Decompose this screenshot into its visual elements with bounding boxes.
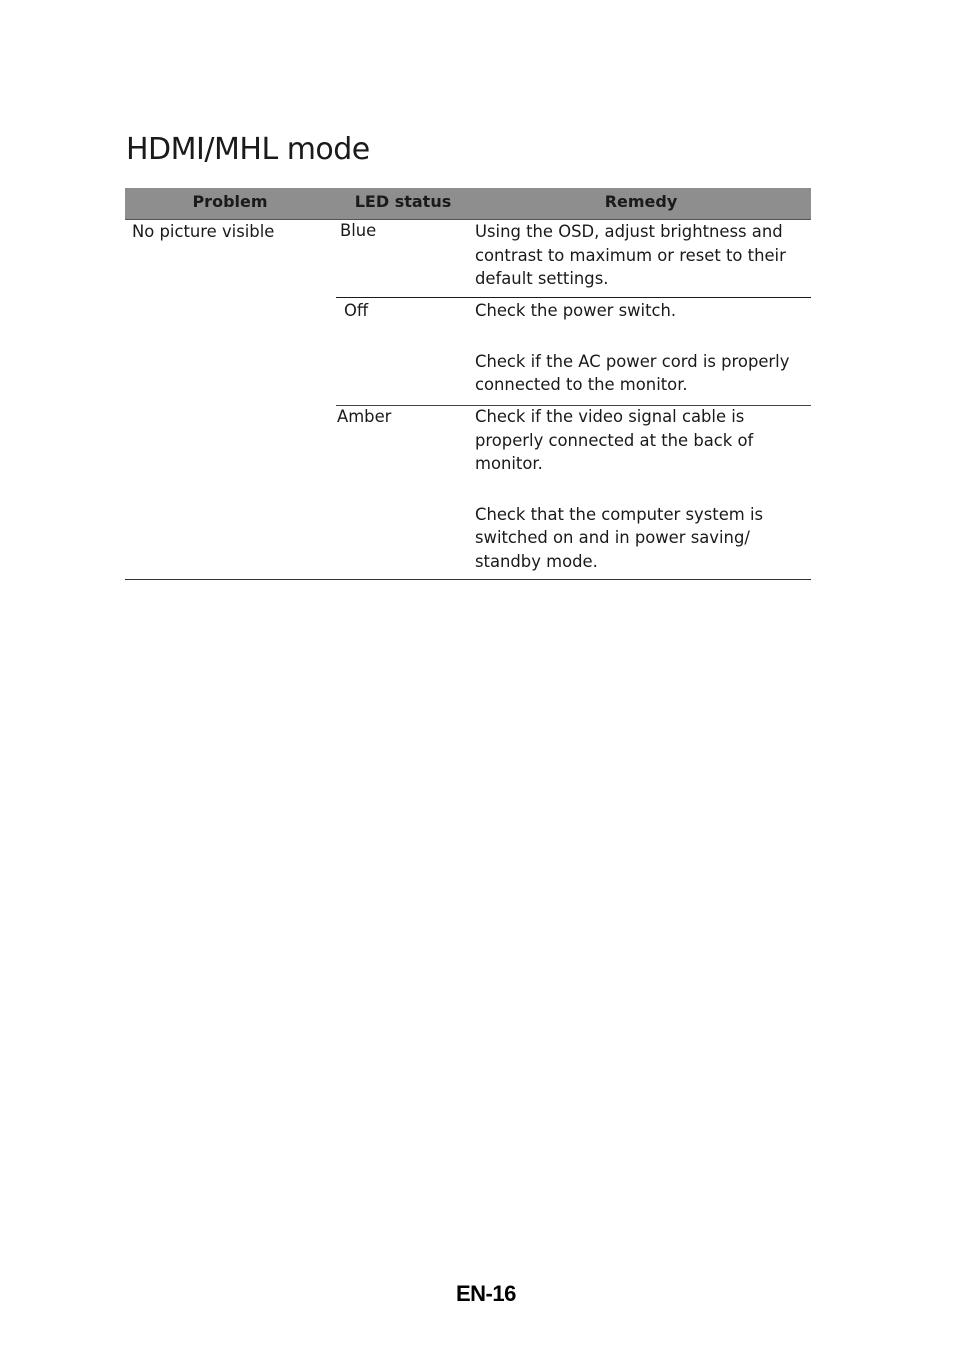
problem-cell: No picture visible <box>132 222 275 241</box>
page-number: EN-16 <box>456 1281 516 1306</box>
led-status-cell-amber: Amber <box>337 407 392 426</box>
column-header-remedy: Remedy <box>604 192 678 211</box>
table-header-row <box>125 188 811 220</box>
remedy-paragraph: Check if the AC power cord is properly connected to the monitor. <box>475 351 790 394</box>
remedy-cell-amber <box>475 405 811 573</box>
remedy-paragraph: Check if the video signal cable is properly connected at the back of monitor. <box>475 407 754 473</box>
troubleshooting-table <box>125 188 811 581</box>
table-bottom-rule <box>125 579 811 580</box>
remedy-paragraph: Check the power switch. <box>475 301 677 320</box>
page-title: HDMI/MHL mode <box>126 132 370 167</box>
led-status-cell-off: Off <box>344 301 369 320</box>
led-status-cell-blue: Blue <box>340 221 377 240</box>
remedy-cell-off <box>475 299 811 397</box>
row-divider <box>336 297 811 298</box>
remedy-paragraph: Check that the computer system is switched on and in power saving/ standby mode. <box>475 504 764 571</box>
remedy-cell-blue <box>475 220 811 291</box>
column-header-problem: Problem <box>192 192 268 211</box>
remedy-paragraph: Using the OSD, adjust brightness and contrast to maximum or reset to their default settings. <box>475 222 786 288</box>
column-header-led-status: LED status <box>354 192 452 211</box>
